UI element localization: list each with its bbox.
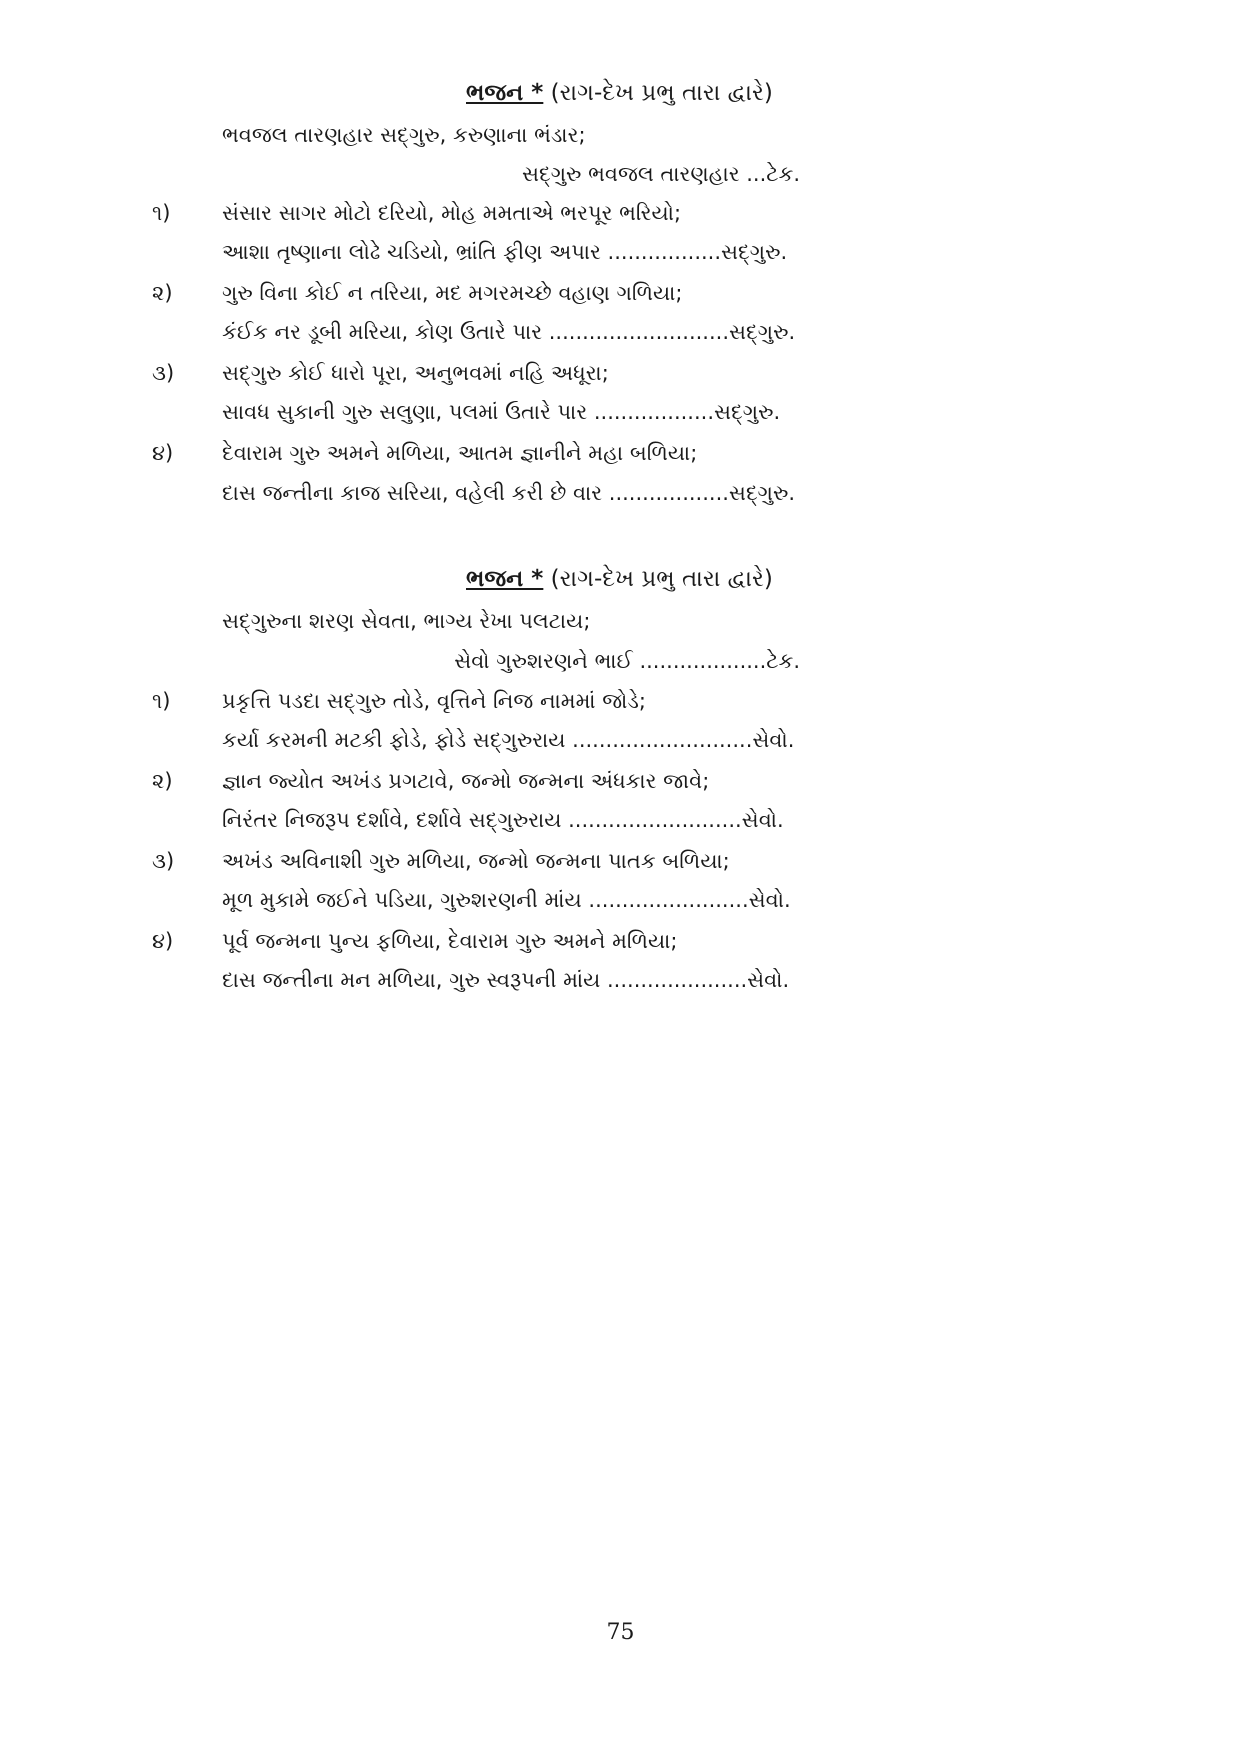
verse-line: જ્ઞાન જ્યોત અખંડ પ્રગટાવે, જન્મો જન્મના અંધકાર જાવે; bbox=[222, 769, 710, 793]
verse-line: ગુરુ વિના કોઈ ન તરિયા, મદ મગરમચ્છે વહાણ ગળિયા; bbox=[222, 281, 683, 305]
verse-line: નિરંતર નિજરૂપ દર્શાવે, દર્શાવે સદ્‌ગુરુરાય ..........................સેવો. bbox=[222, 808, 784, 832]
verse-number: ૧) bbox=[152, 201, 171, 225]
refrain-line: સદ્‌ગુરુ ભવજલ તારણહાર ...ટેક. bbox=[521, 162, 800, 186]
intro-line: સદ્‌ગુરુના શરણ સેવતા, ભાગ્ય રેખા પલટાય; bbox=[222, 609, 591, 633]
bhajan-heading bbox=[466, 566, 773, 592]
verse-number: ૪) bbox=[152, 441, 174, 465]
raag-name: (રાગ-દેખ પ્રભુ તારા દ્વારે) bbox=[550, 566, 773, 592]
verse-line: દેવારામ ગુરુ અમને મળિયા, આતમ જ્ઞાનીને મહા બળિયા; bbox=[222, 441, 698, 465]
bhajan-title: ભજન * bbox=[466, 80, 544, 106]
verse-number: ૪) bbox=[152, 929, 174, 953]
verse-number: ૨) bbox=[152, 769, 173, 793]
verse-line: દાસ જન્તીના મન મળિયા, ગુરુ સ્વરૂપની માંય .....................સેવો. bbox=[222, 968, 790, 992]
verse-number: ૩) bbox=[152, 849, 175, 873]
intro-line: ભવજલ તારણહાર સદ્‌ગુરુ, કરુણાના ભંડાર; bbox=[222, 123, 586, 147]
raag-name: (રાગ-દેખ પ્રભુ તારા દ્વારે) bbox=[550, 80, 773, 106]
verse-line: કર્યા કરમની મટકી ફોડે, ફોડે સદ્‌ગુરુરાય ...........................સેવો. bbox=[222, 728, 795, 752]
verse-line: દાસ જન્તીના કાજ સરિયા, વહેલી કરી છે વાર ..................સદ્‌ગુરુ. bbox=[222, 481, 796, 505]
verse-line: આશા તૃષ્ણાના લોઢે ચડિયો, ભ્રાંતિ ફીણ અપાર .................સદ્‌ગુરુ. bbox=[222, 240, 788, 264]
verse-number: ૨) bbox=[152, 281, 173, 305]
verse-number: ૧) bbox=[152, 689, 171, 713]
verse-line: પૂર્વ જન્મના પુન્ય ફળિયા, દેવારામ ગુરુ અમને મળિયા; bbox=[222, 929, 678, 953]
verse-number: ૩) bbox=[152, 361, 175, 385]
verse-line: સંસાર સાગર મોટો દરિયો, મોહ મમતાએ ભરપૂર ભરિયો; bbox=[222, 201, 682, 225]
verse-line: સદ્‌ગુરુ કોઈ ધારો પૂરા, અનુભવમાં નહિ અધૂરા; bbox=[222, 361, 609, 385]
verse-line: મૂળ મુકામે જઈને પડિયા, ગુરુશરણની માંય ........................સેવો. bbox=[222, 888, 791, 912]
verse-line: પ્રકૃત્તિ પડદા સદ્‌ગુરુ તોડે, વૃત્તિને નિજ નામમાં જોડે; bbox=[222, 689, 646, 713]
bhajan-title: ભજન * bbox=[466, 566, 544, 592]
verse-line: સાવધ સુકાની ગુરુ સલુણા, પલમાં ઉતારે પાર ..................સદ્‌ગુરુ. bbox=[222, 400, 781, 424]
bhajan-heading bbox=[466, 80, 773, 106]
verse-line: કંઈક નર ડૂબી મરિયા, કોણ ઉતારે પાર ...........................સદ્‌ગુરુ. bbox=[222, 320, 796, 344]
refrain-line: સેવો ગુરુશરણને ભાઈ ...................ટેક. bbox=[454, 649, 800, 673]
verse-line: અખંડ અવિનાશી ગુરુ મળિયા, જન્મો જન્મના પાતક બળિયા; bbox=[222, 849, 730, 873]
page-number: 75 bbox=[606, 1620, 635, 1645]
